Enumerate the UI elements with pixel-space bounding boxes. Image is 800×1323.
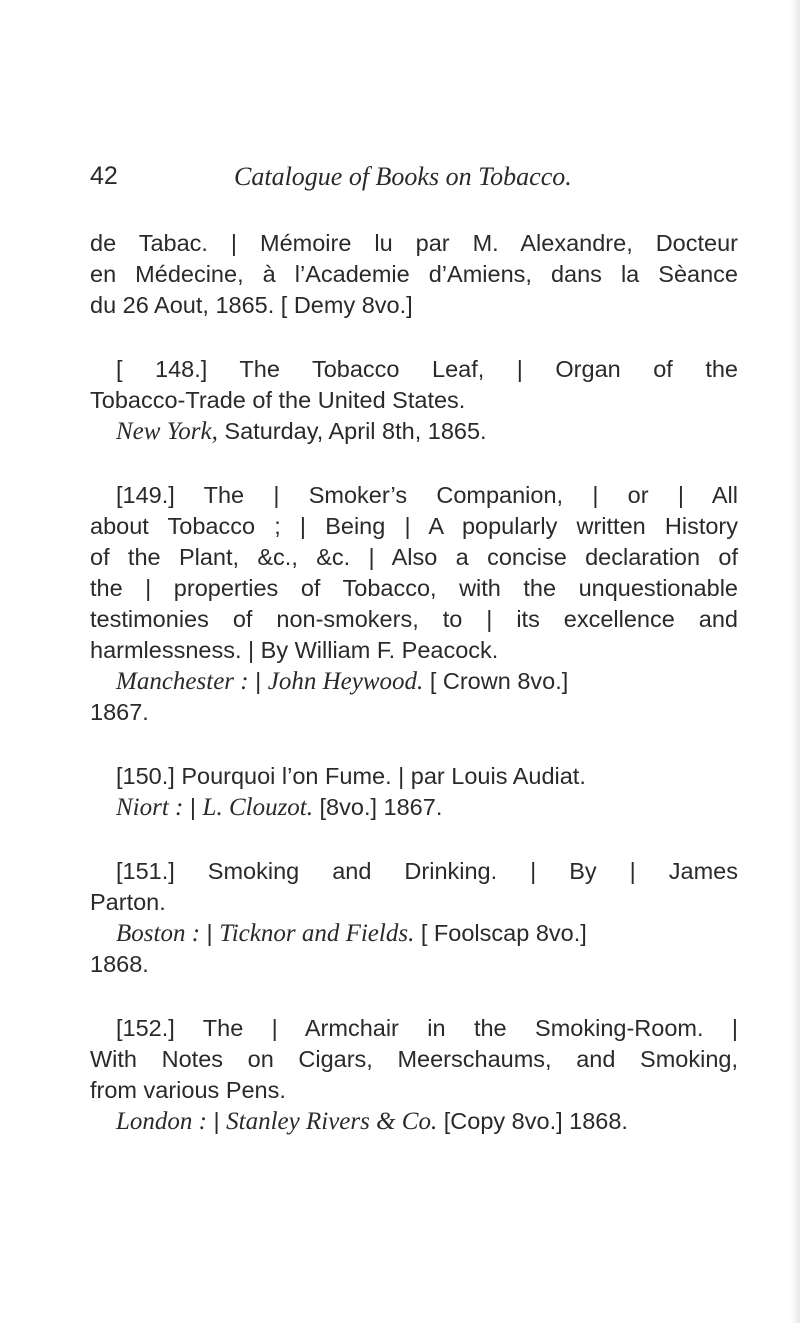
text-line: du 26 Aout, 1865. [ Demy 8vo.]: [90, 292, 413, 318]
text-line: en Médecine, à l’Academie d’Amiens, dans la Sèance: [90, 261, 738, 287]
imprint-date: Saturday, April 8th, 1865.: [217, 418, 487, 444]
page-header: [90, 162, 750, 196]
imprint-format: [ Foolscap 8vo.]: [414, 920, 587, 946]
catalogue-entry: [90, 228, 738, 321]
imprint-year: 1868.: [90, 951, 149, 977]
imprint-place: Boston :: [116, 920, 201, 947]
entry-heading-line: [151.] Smoking and Drinking. | By | James: [116, 858, 738, 884]
imprint-year: 1867.: [90, 699, 149, 725]
catalogue-entry: [90, 1013, 738, 1137]
page-number: 42: [90, 162, 118, 190]
imprint-line: [90, 666, 738, 697]
text-line: of the Plant, &c., &c. | Also a concise declaration of: [90, 544, 738, 570]
text-line: the | properties of Tobacco, with the unquestionable: [90, 575, 738, 601]
text-line: de Tabac. | Mémoire lu par M. Alexandre, Docteur: [90, 230, 738, 256]
page-edge-shadow: [790, 0, 800, 1323]
running-title: Catalogue of Books on Tobacco.: [234, 162, 572, 191]
text-line: Parton.: [90, 889, 166, 915]
catalogue-text: [90, 228, 738, 1170]
imprint-separator: |: [183, 794, 203, 820]
entry-heading-line: [150.] Pourquoi l’on Fume. | par Louis Audiat.: [116, 763, 586, 789]
imprint-publisher: Stanley Rivers & Co.: [226, 1108, 438, 1135]
imprint-line: [90, 416, 738, 447]
catalogue-entry: [90, 480, 738, 728]
imprint-separator: |: [206, 1108, 227, 1134]
imprint-line: [90, 918, 738, 949]
text-line: testimonies of non-smokers, to | its excellence and: [90, 606, 738, 632]
imprint-publisher: John Heywood.: [267, 668, 424, 695]
text-line: harmlessness. | By William F. Peacock.: [90, 637, 499, 663]
imprint-format: [ Crown 8vo.]: [423, 668, 569, 694]
entry-heading-line: [ 148.] The Tobacco Leaf, | Organ of the: [116, 356, 738, 382]
imprint-publisher: Ticknor and Fields.: [219, 920, 415, 947]
catalogue-entry: [90, 856, 738, 980]
imprint-line: [90, 792, 738, 823]
entry-heading-line: [149.] The | Smoker’s Companion, | or | All: [116, 482, 738, 508]
imprint-separator: |: [200, 920, 220, 946]
text-line: about Tobacco ; | Being | A popularly written History: [90, 513, 738, 539]
imprint-place: London :: [116, 1108, 207, 1135]
imprint-format: [Copy 8vo.] 1868.: [437, 1108, 628, 1134]
entry-heading-line: [152.] The | Armchair in the Smoking-Room. |: [116, 1015, 738, 1041]
text-line: Tobacco-Trade of the United States.: [90, 387, 466, 413]
imprint-publisher: L. Clouzot.: [202, 794, 313, 821]
imprint-line: [90, 1106, 738, 1137]
imprint-format: [8vo.] 1867.: [313, 794, 443, 820]
catalogue-entry: [90, 761, 738, 823]
imprint-separator: |: [248, 668, 268, 694]
catalogue-entry: [90, 354, 738, 447]
imprint-place: New York,: [116, 418, 218, 445]
imprint-place: Manchester :: [116, 668, 249, 695]
text-line: With Notes on Cigars, Meerschaums, and Smoking,: [90, 1046, 738, 1072]
imprint-place: Niort :: [116, 794, 184, 821]
text-line: from various Pens.: [90, 1077, 286, 1103]
